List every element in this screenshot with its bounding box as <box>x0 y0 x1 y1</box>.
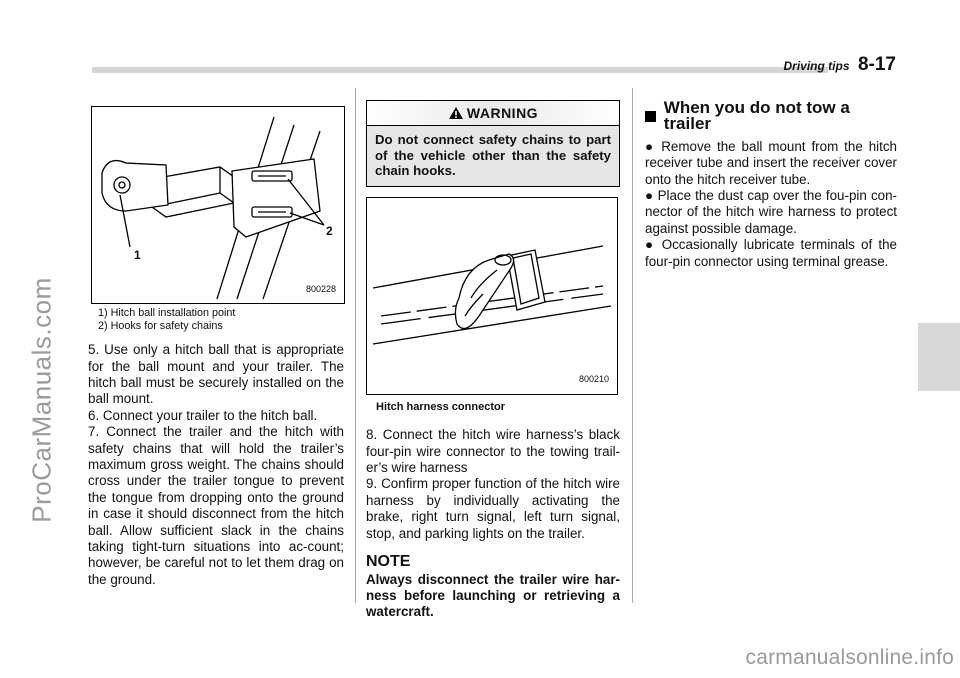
column-1 <box>88 100 344 588</box>
figure-code: 800228 <box>305 283 336 294</box>
warning-box <box>366 100 620 187</box>
figure-legend <box>98 307 344 332</box>
harness-figure <box>366 197 618 395</box>
callout-1: 1 <box>134 248 141 262</box>
header-rule <box>92 67 828 73</box>
figure-code: 800210 <box>578 374 609 385</box>
callout-2: 2 <box>326 224 333 238</box>
legend-item-1: 1) Hitch ball installation point <box>98 307 236 319</box>
bullet-item: ● Place the dust cap over the fou-pin con-nector of the hitch wire harness to protect against possible damage. <box>645 188 897 236</box>
column-divider-2 <box>632 88 633 603</box>
section-heading <box>645 100 897 133</box>
step-8: 8. Connect the hitch wire harness’s black four-pin wire connector to the towing trail-er’s wire harness <box>366 427 620 475</box>
page-number: 8-17 <box>857 54 896 75</box>
hitch-figure <box>91 106 345 304</box>
note-title: NOTE <box>366 553 411 571</box>
step-9: 9. Confirm proper function of the hitch wire harness by individually activating the brake, right turn signal, left turn signal, stop, and parking lights on the trailer. <box>366 476 620 541</box>
warning-triangle-icon <box>448 106 464 120</box>
column-2 <box>366 100 620 620</box>
step-5: 5. Use only a hitch ball that is appropriate for the ball mount and your trailer. The hitch ball must be securely installed on the ball mount. <box>88 342 344 407</box>
column-divider-1 <box>355 88 356 603</box>
step-6: 6. Connect your trailer to the hitch ball. <box>88 407 318 423</box>
harness-connector-illustration <box>367 198 617 394</box>
section-heading-text: When you do not tow a trailer <box>663 98 850 134</box>
hitch-illustration <box>92 107 344 303</box>
side-watermark <box>22 140 62 660</box>
bottom-watermark: carmanualsonline.info <box>745 646 954 669</box>
square-bullet-icon <box>645 111 656 122</box>
note-text: Always disconnect the trailer wire har-ness before launching or retrieving a watercraft. <box>366 572 620 620</box>
side-watermark-text: ProCarManuals.com <box>26 277 57 523</box>
warning-text: Do not connect safety chains to part of the vehicle other than the safety chain hooks. <box>367 126 619 186</box>
warning-title: WARNING <box>466 104 539 121</box>
running-header <box>784 54 897 76</box>
section-tab <box>918 323 960 391</box>
step-7: 7. Connect the trailer and the hitch with safety chains that will hold the trailer’s maximum gross weight. The chains should cross under the trailer tongue to prevent the tongue from dropping onto the ground in case it should disconnect from the hitch ball. Allow sufficient slack in the chains taking tight-turn situations into ac-count; however, be careful not to let them drag on the ground. <box>88 424 344 587</box>
warning-header <box>367 101 619 126</box>
bullet-item: ● Occasionally lubricate terminals of the four-pin connector using terminal grease. <box>645 237 897 269</box>
legend-item-2: 2) Hooks for safety chains <box>98 319 223 332</box>
bullet-item: ● Remove the ball mount from the hitch receiver tube and insert the receiver cover onto the hitch receiver tube. <box>645 138 897 187</box>
section-title: Driving tips <box>783 59 850 73</box>
column-3 <box>645 100 897 270</box>
figure-caption: Hitch harness connector <box>376 400 505 413</box>
